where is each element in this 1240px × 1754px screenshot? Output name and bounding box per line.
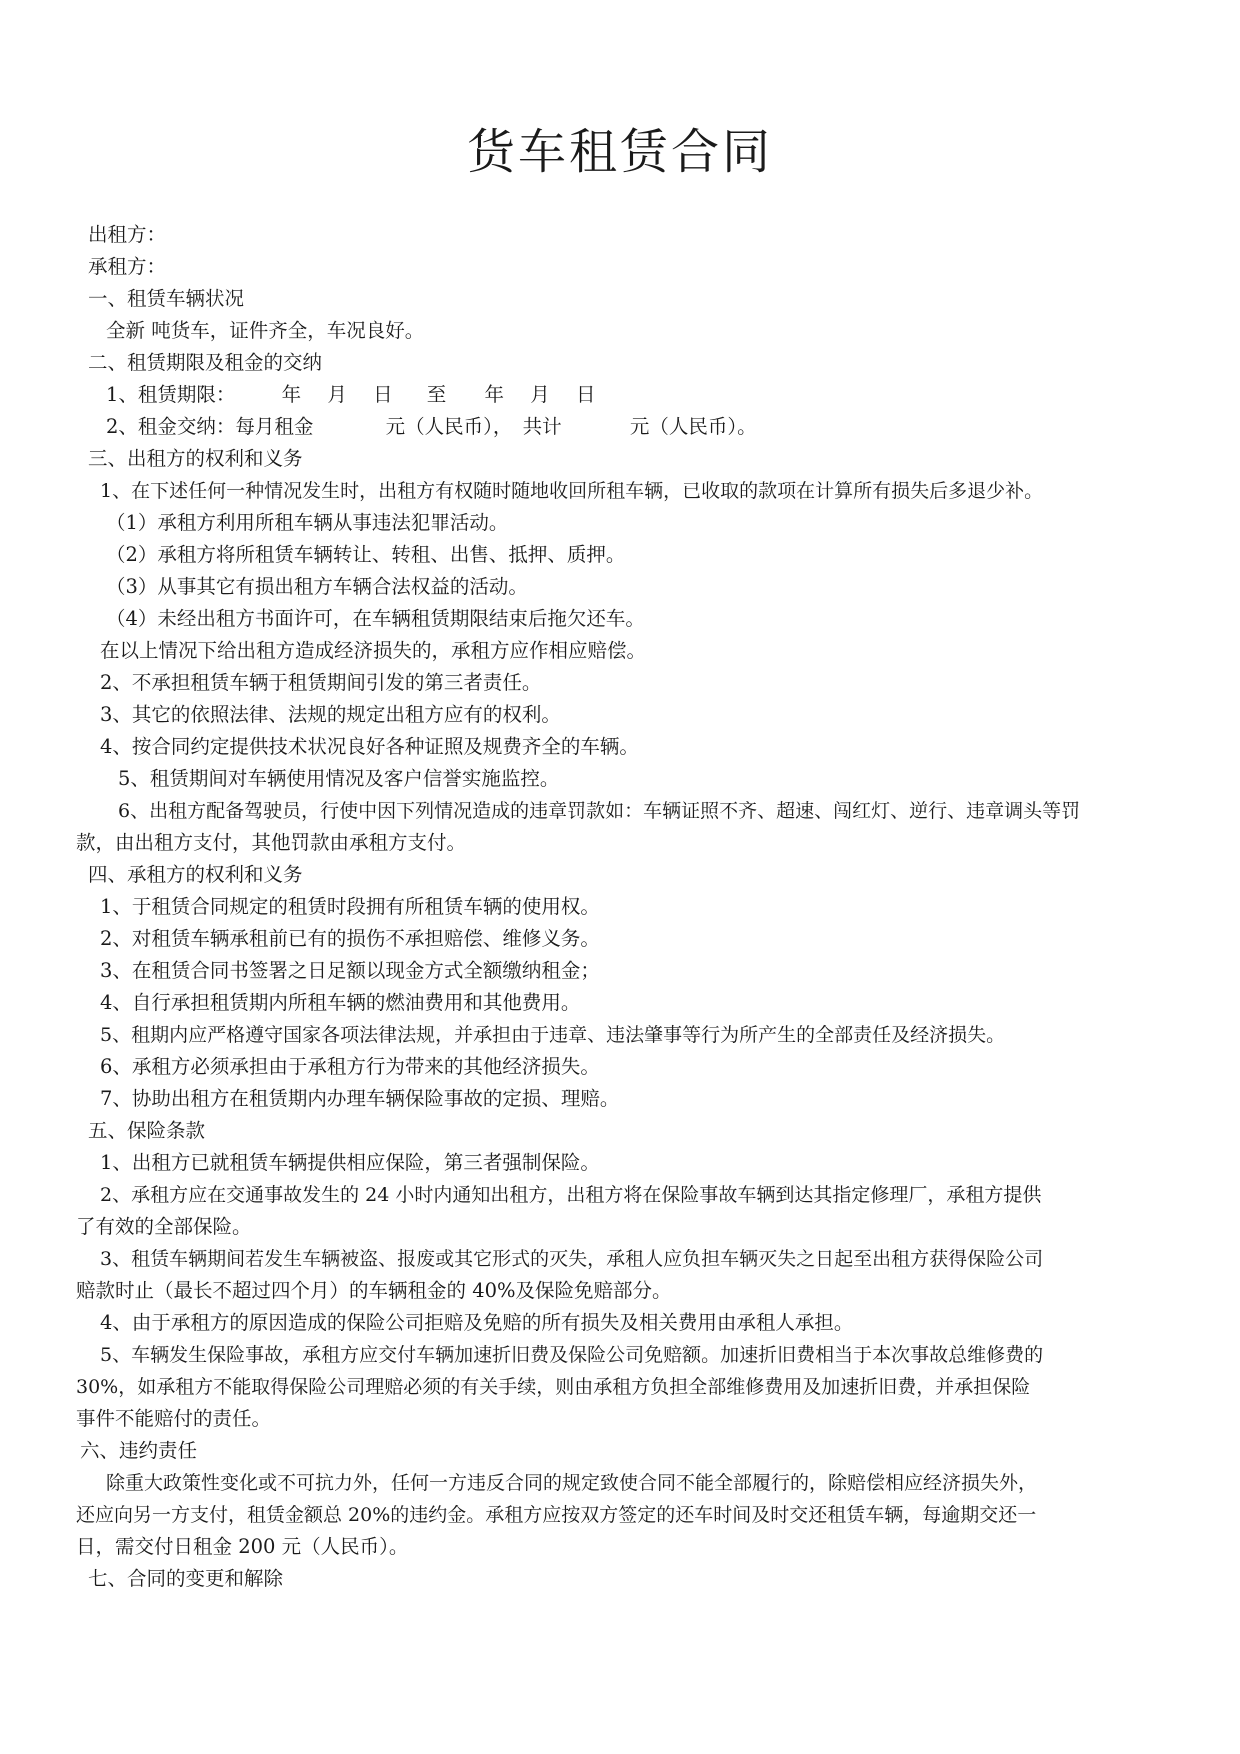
- lessor-label: 出租方：: [88, 223, 167, 246]
- section-1-text-a: 全新: [106, 319, 146, 342]
- section-7-heading: 七、合同的变更和解除: [88, 1567, 284, 1590]
- section-3-clause-1: （1）承租方利用所租车辆从事违法犯罪活动。: [106, 511, 509, 534]
- section-4-item-2: 2、对租赁车辆承租前已有的损伤不承担赔偿、维修义务。: [100, 927, 600, 950]
- to-label: 至: [426, 383, 447, 406]
- section-5-item-2-line-1: 2、承租方应在交通事故发生的 24 小时内通知出租方，出租方将在保险事故车辆到达其指定修理厂，承租方提供: [100, 1184, 1042, 1206]
- section-6-paragraph-line-2: 还应向另一方支付，租赁金额总 20%的违约金。承租方应按双方签定的还车时间及时交还租赁车辆，每逾期交还一: [76, 1504, 1037, 1526]
- section-4-item-1: 1、于租赁合同规定的租赁时段拥有所租赁车辆的使用权。: [100, 895, 600, 918]
- section-1-heading: 一、租赁车辆状况: [88, 287, 245, 310]
- lease-term-line: [106, 382, 595, 408]
- section-5-item-2-line-2: 了有效的全部保险。: [76, 1215, 252, 1238]
- section-3-clause-4: （4）未经出租方书面许可，在车辆租赁期限结束后拖欠还车。: [106, 607, 645, 630]
- rent-label: 2、租金交纳：每月租金: [106, 415, 314, 438]
- section-3-heading: 三、出租方的权利和义务: [88, 447, 303, 470]
- lease-term-label: 1、租赁期限：: [106, 383, 236, 406]
- section-4-item-7: 7、协助出租方在租赁期内办理车辆保险事故的定损、理赔。: [100, 1087, 620, 1110]
- start-month-label: 月: [327, 383, 347, 406]
- monthly-rent-unit: 元（人民币），: [385, 415, 513, 438]
- section-3-item-6-line-2: 款，由出租方支付，其他罚款由承租方支付。: [76, 831, 467, 854]
- section-5-item-3-line-2: 赔款时止（最长不超过四个月）的车辆租金的 40%及保险免赔部分。: [76, 1279, 672, 1302]
- section-3-item-3: 3、其它的依照法律、法规的规定出租方应有的权利。: [100, 703, 561, 726]
- total-label: 共计: [522, 415, 562, 438]
- section-4-item-5: 5、租期内应严格遵守国家各项法律法规，并承担由于违章、违法肇事等行为所产生的全部责任及经济损失。: [100, 1024, 1006, 1046]
- section-5-item-1: 1、出租方已就租赁车辆提供相应保险，第三者强制保险。: [100, 1151, 600, 1174]
- end-year-label: 年: [484, 383, 505, 406]
- document-title: 货车租赁合同: [466, 124, 773, 180]
- section-5-item-4: 4、由于承租方的原因造成的保险公司拒赔及免赔的所有损失及相关费用由承租人承担。: [100, 1311, 854, 1334]
- section-4-item-6: 6、承租方必须承担由于承租方行为带来的其他经济损失。: [100, 1055, 600, 1078]
- section-4-item-3: 3、在租赁合同书签署之日足额以现金方式全额缴纳租金；: [100, 959, 600, 982]
- start-day-label: 日: [373, 383, 393, 406]
- lessee-label: 承租方：: [88, 255, 167, 278]
- section-5-item-5-line-1: 5、车辆发生保险事故，承租方应交付车辆加速折旧费及保险公司免赔额。加速折旧费相当于本次事故总维修费的: [100, 1344, 1044, 1366]
- section-4-heading: 四、承租方的权利和义务: [88, 863, 303, 886]
- section-3-item-4: 4、按合同约定提供技术状况良好各种证照及规费齐全的车辆。: [100, 735, 639, 758]
- section-3-clause-3: （3）从事其它有损出租方车辆合法权益的活动。: [106, 575, 528, 598]
- section-6-paragraph-line-1: 除重大政策性变化或不可抗力外，任何一方违反合同的规定致使合同不能全部履行的，除赔偿相应经济损失外，: [106, 1472, 1038, 1494]
- section-5-heading: 五、保险条款: [88, 1119, 206, 1142]
- total-rent-unit: 元（人民币）。: [629, 415, 757, 438]
- rent-payment-line: [106, 414, 757, 440]
- section-3-item-1: 1、在下述任何一种情况发生时，出租方有权随时随地收回所租车辆，已收取的款项在计算所有损失后多退少补。: [100, 480, 1044, 502]
- section-1-text-b: 吨货车，证件齐全，车况良好。: [151, 319, 425, 342]
- section-2-heading: 二、租赁期限及租金的交纳: [88, 351, 323, 374]
- section-1-paragraph: [106, 318, 424, 344]
- start-year-label: 年: [281, 383, 302, 406]
- section-5-item-5-line-3: 事件不能赔付的责任。: [76, 1407, 272, 1430]
- section-4-item-4: 4、自行承担租赁期内所租车辆的燃油费用和其他费用。: [100, 991, 581, 1014]
- section-5-item-3-line-1: 3、租赁车辆期间若发生车辆被盗、报废或其它形式的灭失，承租人应负担车辆灭失之日起至出租方获得保险公司: [100, 1248, 1044, 1270]
- section-3-item-2: 2、不承担租赁车辆于租赁期间引发的第三者责任。: [100, 671, 542, 694]
- end-day-label: 日: [575, 383, 596, 406]
- section-6-heading: 六、违约责任: [80, 1439, 198, 1462]
- end-month-label: 月: [530, 383, 550, 406]
- section-3-item-5: 5、租赁期间对车辆使用情况及客户信誉实施监控。: [118, 767, 560, 790]
- section-5-item-5-line-2: 30%，如承租方不能取得保险公司理赔必须的有关手续，则由承租方负担全部维修费用及加速折旧费，并承担保险: [76, 1376, 1031, 1398]
- section-6-paragraph-line-3: 日，需交付日租金 200 元（人民币）。: [76, 1535, 409, 1558]
- section-3-item-6-line-1: 6、出租方配备驾驶员，行使中因下列情况造成的违章罚款如：车辆证照不齐、超速、闯红灯、逆行、违章调头等罚: [118, 800, 1081, 822]
- section-3-note: 在以上情况下给出租方造成经济损失的，承租方应作相应赔偿。: [100, 639, 647, 662]
- section-3-clause-2: （2）承租方将所租赁车辆转让、转租、出售、抵押、质押。: [106, 543, 626, 566]
